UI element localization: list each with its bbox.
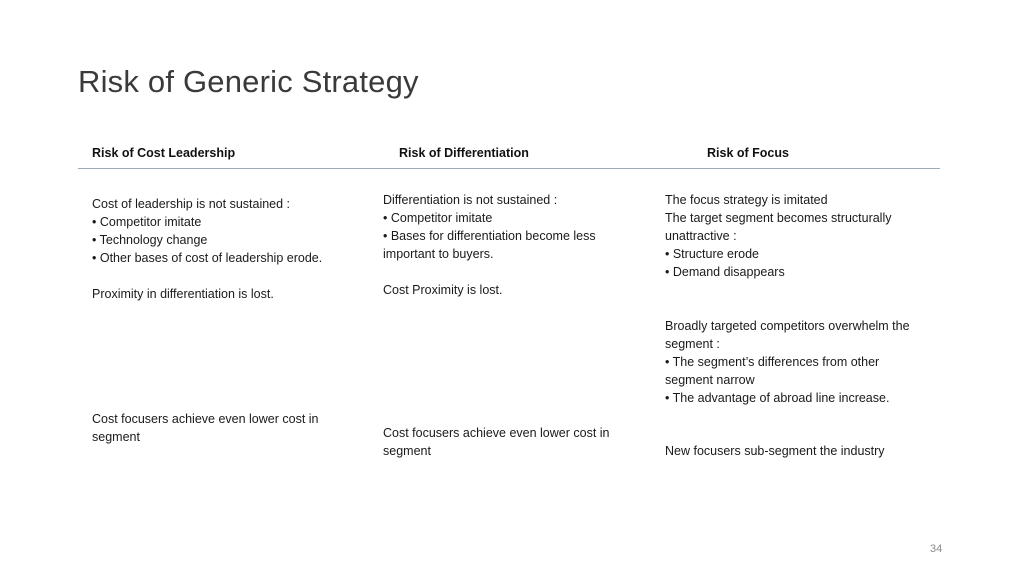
diff-bullet-2: • Bases for differentiation become less important to buyers. bbox=[383, 229, 596, 261]
page-number: 34 bbox=[930, 543, 943, 555]
focus-new-focusers bbox=[665, 442, 925, 460]
focus-bullet-1: • Structure erode bbox=[665, 247, 760, 261]
slide-title: Risk of Generic Strategy bbox=[78, 64, 419, 99]
focus-new-focusers-text: New focusers sub-segment the industry bbox=[665, 444, 885, 458]
diff-cost-focusers-text: Cost focusers achieve even lower cost in segment bbox=[383, 426, 610, 458]
cost-focusers-text: Cost focusers achieve even lower cost in segment bbox=[92, 412, 319, 444]
diff-closing: Cost Proximity is lost. bbox=[383, 283, 503, 297]
focus-broad-intro: Broadly targeted competitors overwhelm the segment : bbox=[665, 319, 910, 351]
header-risk-cost-leadership: Risk of Cost Leadership bbox=[92, 146, 236, 160]
focus-broad-bullet-2: • The advantage of abroad line increase. bbox=[665, 391, 890, 405]
cost-leadership-risks bbox=[92, 195, 362, 303]
differentiation-risks bbox=[383, 191, 638, 299]
diff-intro: Differentiation is not sustained : bbox=[383, 193, 558, 207]
header-risk-differentiation: Risk of Differentiation bbox=[399, 146, 529, 160]
focus-line-2: The target segment becomes structurally unattractive : bbox=[665, 211, 892, 243]
focus-line-1: The focus strategy is imitated bbox=[665, 193, 828, 207]
cost-bullet-1: • Competitor imitate bbox=[92, 215, 202, 229]
focus-risks bbox=[665, 191, 925, 281]
focus-broad-competitors bbox=[665, 317, 925, 407]
diff-bullet-1: • Competitor imitate bbox=[383, 211, 493, 225]
cost-bullet-2: • Technology change bbox=[92, 233, 208, 247]
focus-broad-bullet-1: • The segment’s differences from other segment narrow bbox=[665, 355, 880, 387]
cost-intro: Cost of leadership is not sustained : bbox=[92, 197, 291, 211]
cost-closing: Proximity in differentiation is lost. bbox=[92, 287, 274, 301]
cost-bullet-3: • Other bases of cost of leadership erode. bbox=[92, 251, 323, 265]
header-divider bbox=[78, 168, 940, 169]
header-risk-focus: Risk of Focus bbox=[707, 146, 789, 160]
focus-bullet-2: • Demand disappears bbox=[665, 265, 785, 279]
cost-focusers-risk bbox=[92, 410, 347, 446]
diff-cost-focusers-risk bbox=[383, 424, 638, 460]
